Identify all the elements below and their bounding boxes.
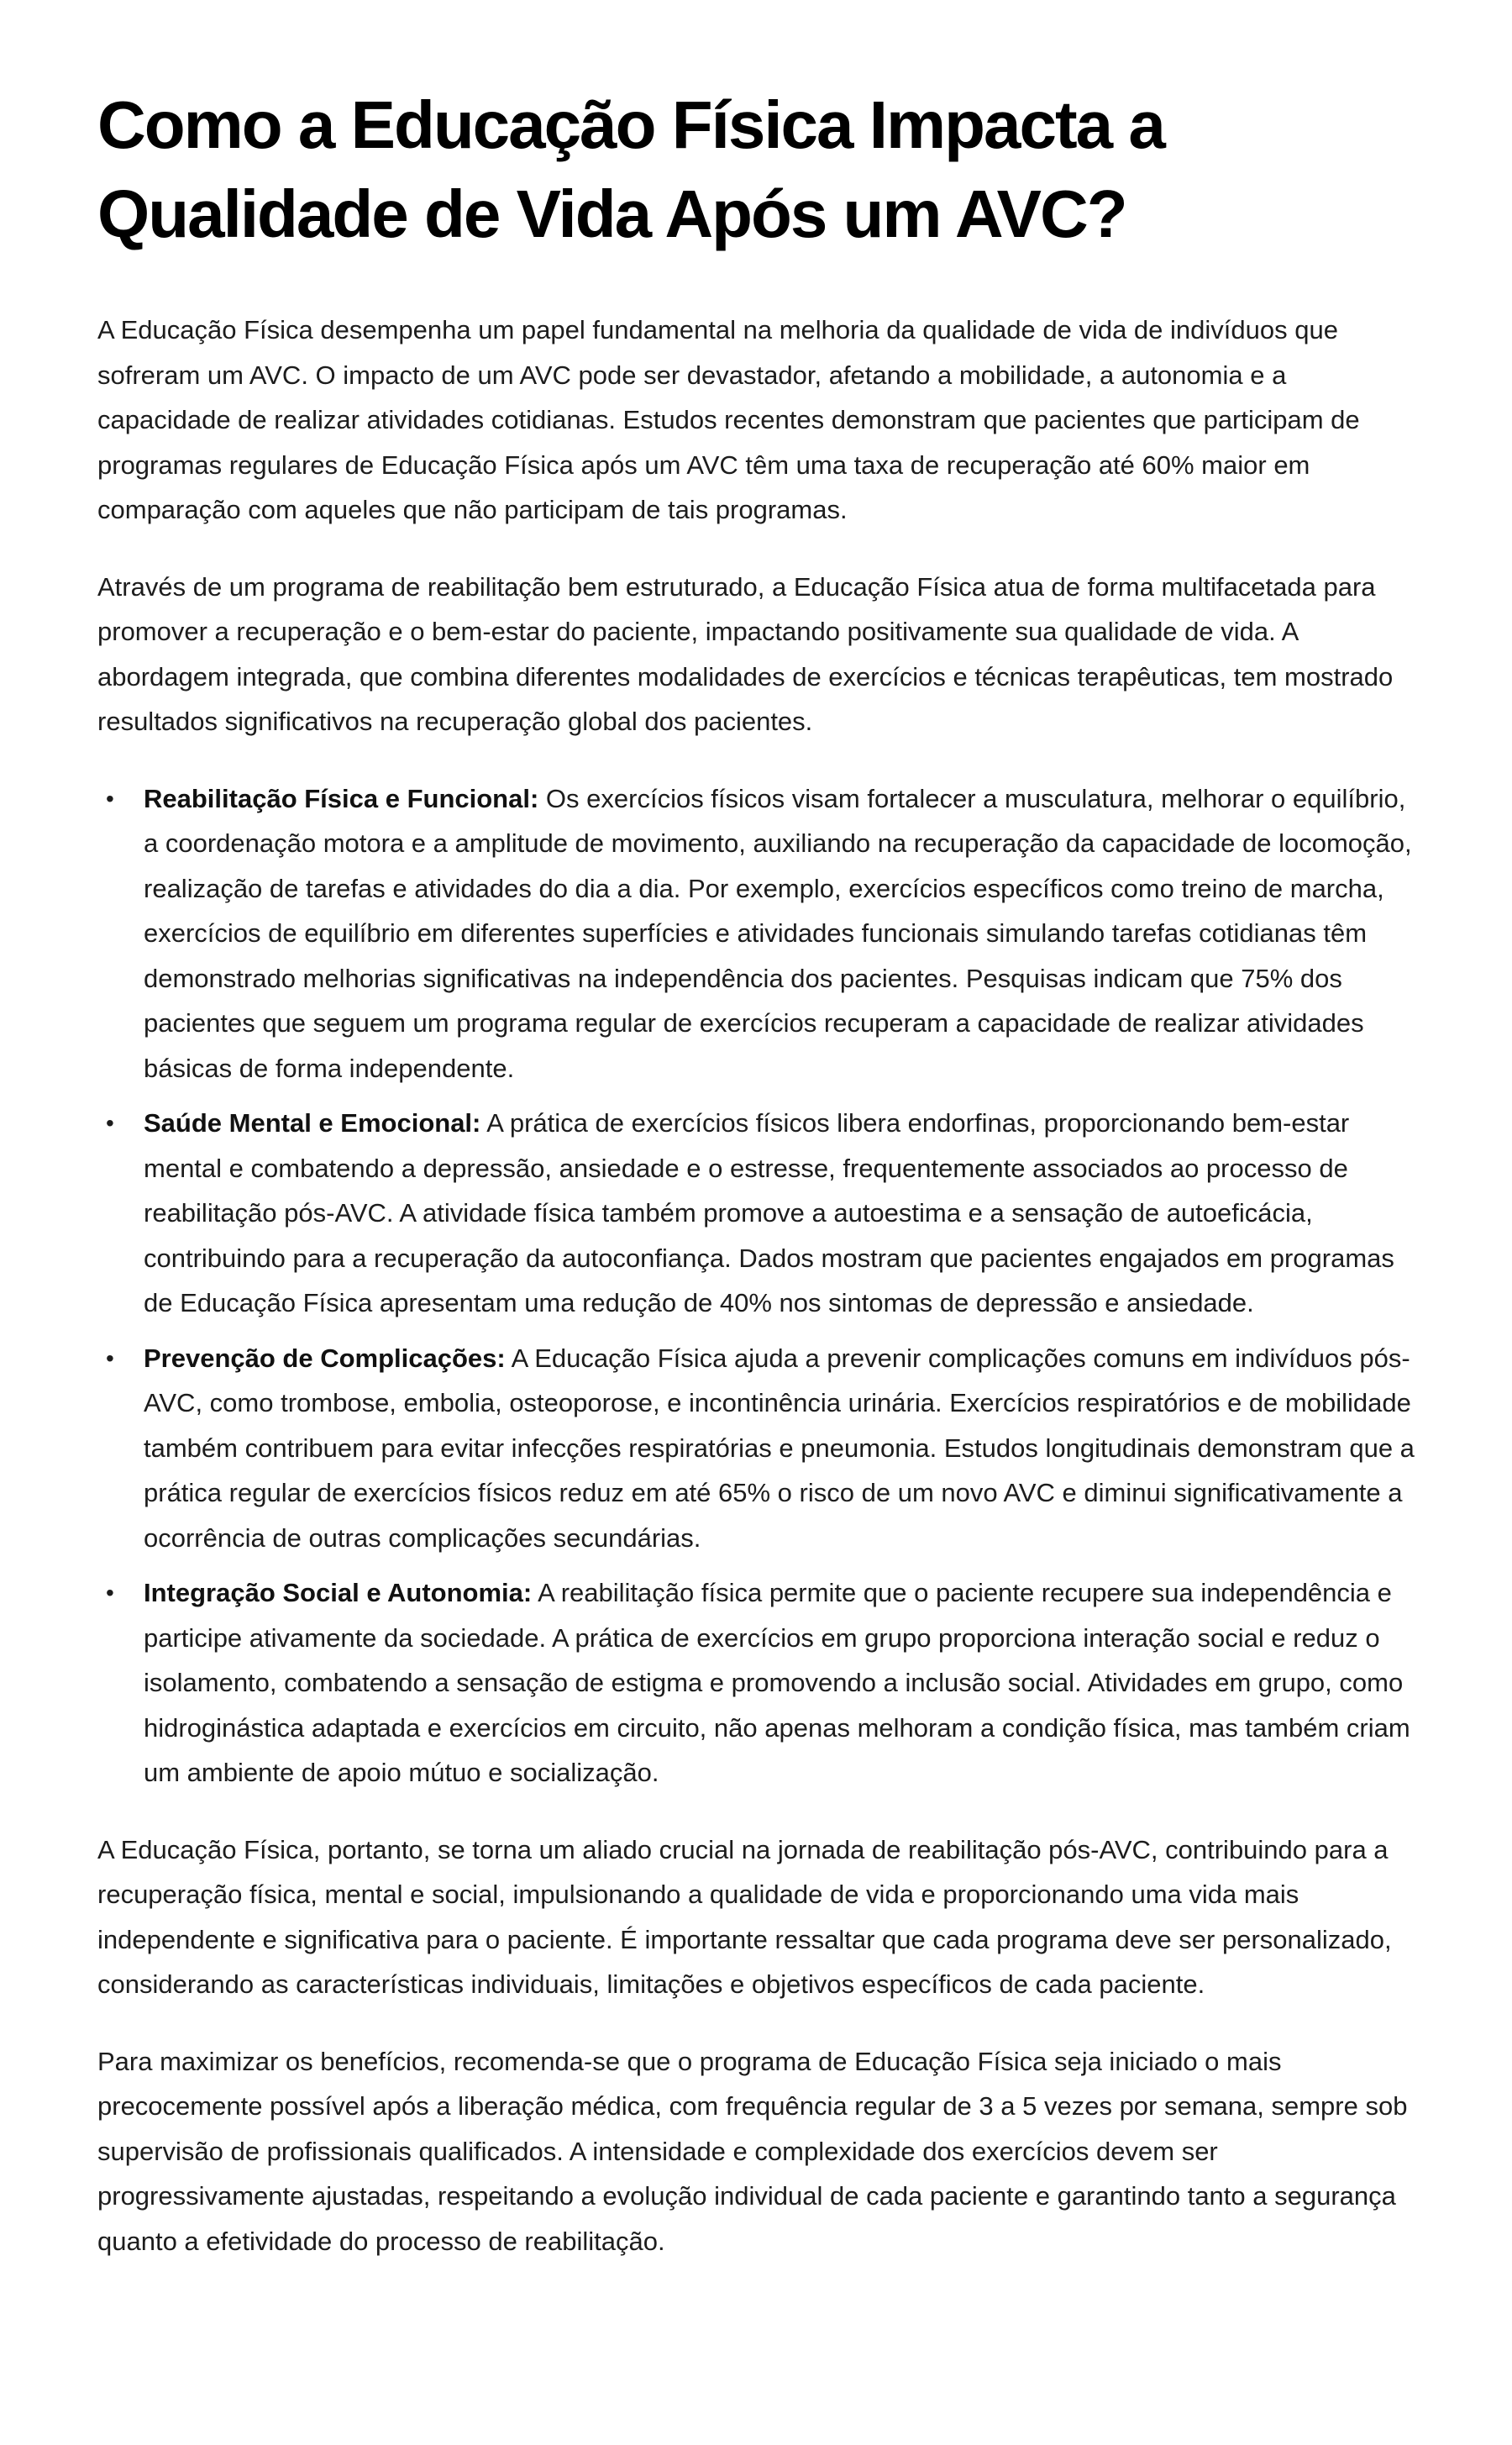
intro-paragraph: A Educação Física desempenha um papel fundamental na melhoria da qualidade de vida de indivíduos que sofreram um AVC. O impacto de um AVC pode ser devastador, afetando a mobilidade, a autonomia e a capacidade de realizar atividades cotidianas. Estudos recentes demonstram que pacientes que participam de programas regulares de Educação Física após um AVC têm uma taxa de recuperação até 60% maior em comparação com aqueles que não participam de tais programas. — [97, 315, 1360, 524]
list-item-term: Saúde Mental e Emocional: — [144, 1108, 481, 1138]
list-item — [106, 1101, 1425, 1326]
list-item-text: A prática de exercícios físicos libera endorfinas, proporcionando bem-estar mental e combatendo a depressão, ansiedade e o estresse, frequentemente associados ao processo de reabilitação pós-AVC. A atividade física também promove a autoestima e a sensação de autoeficácia, contribuindo para a recuperação da autoconfiança. Dados mostram que pacientes engajados em programas de Educação Física apresentam uma redução de 40% nos sintomas de depressão e ansiedade. — [144, 1108, 1394, 1317]
benefits-list — [97, 776, 1425, 1796]
page-title: Como a Educação Física Impacta a Qualidade de Vida Após um AVC? — [97, 87, 1164, 251]
conclusion-paragraph: A Educação Física, portanto, se torna um aliado crucial na jornada de reabilitação pós-AVC, contribuindo para a recuperação física, mental e social, impulsionando a qualidade de vida e proporcionando uma vida mais independente e significativa para o paciente. É importante ressaltar que cada programa deve ser personalizado, considerando as características individuais, limitações e objetivos específicos de cada paciente. — [97, 1834, 1392, 1999]
conclusion-paragraph: Para maximizar os benefícios, recomenda-se que o programa de Educação Física seja iniciado o mais precocemente possível após a liberação médica, com frequência regular de 3 a 5 vezes por semana, sempre sob supervisão de profissionais qualificados. A intensidade e complexidade dos exercícios devem ser progressivamente ajustadas, respeitando a evolução individual de cada paciente e garantindo tanto a segurança quanto a efetividade do processo de reabilitação. — [97, 2046, 1408, 2256]
bullet-icon: • — [106, 1344, 114, 1371]
list-item — [106, 776, 1425, 1091]
list-item-term: Prevenção de Complicações: — [144, 1343, 506, 1373]
list-item-term: Integração Social e Autonomia: — [144, 1578, 533, 1607]
intro-paragraph: Através de um programa de reabilitação bem estruturado, a Educação Física atua de forma multifacetada para promover a recuperação e o bem-estar do paciente, impactando positivamente sua qualidade de vida. A abordagem integrada, que combina diferentes modalidades de exercícios e técnicas terapêuticas, tem mostrado resultados significativos na recuperação global dos pacientes. — [97, 571, 1394, 736]
list-item-text: Os exercícios físicos visam fortalecer a musculatura, melhorar o equilíbrio, a coordenação motora e a amplitude de movimento, auxiliando na recuperação da capacidade de locomoção, realização de tarefas e atividades do dia a dia. Por exemplo, exercícios específicos como treino de marcha, exercícios de equilíbrio em diferentes superfícies e atividades funcionais simulando tarefas cotidianas têm demonstrado melhorias significativas na independência dos pacientes. Pesquisas indicam que 75% dos pacientes que seguem um programa regular de exercícios recuperam a capacidade de realizar atividades básicas de forma independente. — [144, 783, 1412, 1083]
list-item — [106, 1570, 1425, 1796]
bullet-icon: • — [106, 1110, 114, 1136]
list-item-text: A reabilitação física permite que o paciente recupere sua independência e participe ativamente da sociedade. A prática de exercícios em grupo proporciona interação social e reduz o isolamento, combatendo a sensação de estigma e promovendo a inclusão social. Atividades em grupo, como hidroginástica adaptada e exercícios em circuito, não apenas melhoram a condição física, mas também criam um ambiente de apoio mútuo e socialização. — [144, 1578, 1410, 1787]
article — [97, 81, 1425, 2295]
list-item-term: Reabilitação Física e Funcional: — [144, 783, 539, 813]
list-item — [106, 1336, 1425, 1561]
list-item-text: A Educação Física ajuda a prevenir complicações comuns em indivíduos pós-AVC, como trombose, embolia, osteoporose, e incontinência urinária. Exercícios respiratórios e de mobilidade também contribuem para evitar infecções respiratórias e pneumonia. Estudos longitudinais demonstram que a prática regular de exercícios físicos reduz em até 65% o risco de um novo AVC e diminui significativamente a ocorrência de outras complicações secundárias. — [144, 1343, 1415, 1553]
bullet-icon: • — [106, 1580, 114, 1606]
bullet-icon: • — [106, 785, 114, 812]
